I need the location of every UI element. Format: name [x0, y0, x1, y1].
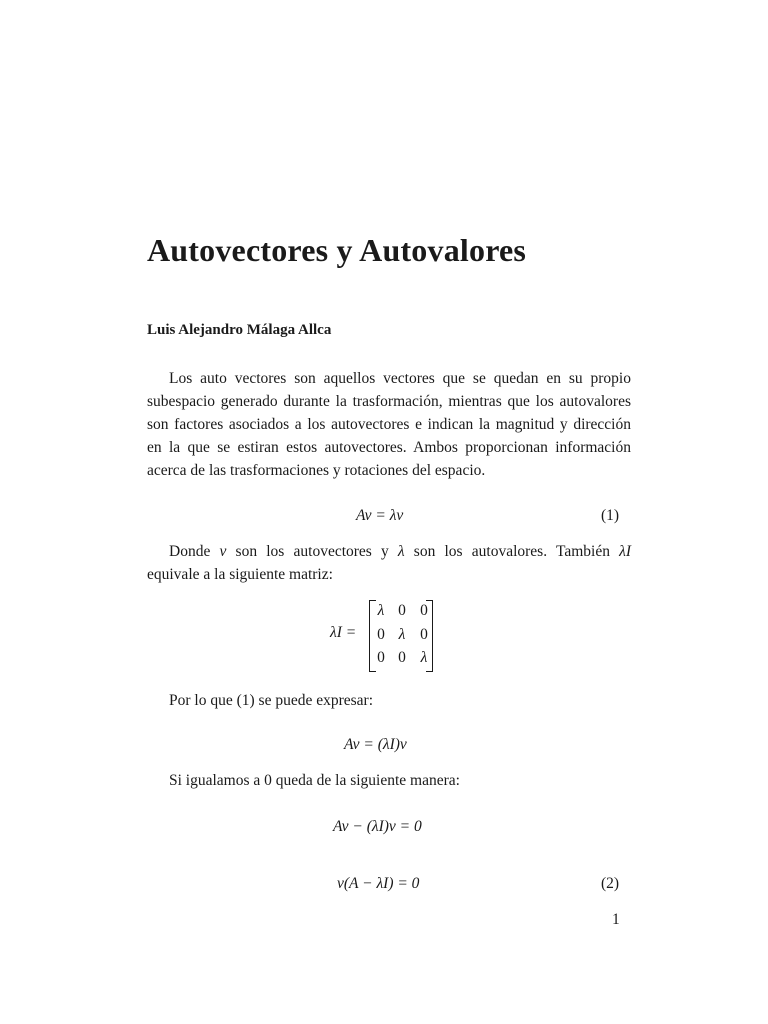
si-igualamos-paragraph: [147, 769, 631, 792]
equation-av-lambda-i-v: Av = (λI)v: [344, 736, 407, 753]
equation-2: v(A − λI) = 0: [337, 875, 420, 892]
matrix-cell: λ: [420, 649, 428, 666]
equation-equals-zero: Av − (λI)v = 0: [333, 818, 422, 835]
intro-paragraph: [147, 367, 631, 482]
matrix-cell: 0: [420, 626, 428, 643]
si-igualamos-text: Si igualamos a 0 queda de la siguiente manera:: [169, 772, 460, 789]
intro-line: subespacio generado durante la trasformación, mientras que los autovalores: [147, 393, 631, 410]
lambda-i-symbol: λI: [619, 543, 632, 560]
por-lo-que-text: Por lo que (1) se puede expresar:: [169, 692, 374, 709]
matrix-cell: 0: [420, 602, 428, 619]
matrix-cell: λ: [377, 602, 385, 619]
matrix-cell: 0: [377, 626, 385, 643]
donde-paragraph: [147, 540, 631, 586]
matrix-lhs: λI =: [330, 624, 357, 641]
matrix-cell: λ: [398, 626, 406, 643]
matrix-cell: 0: [377, 649, 385, 666]
equation-2-number: (2): [601, 875, 620, 892]
lambda-symbol: λ: [397, 543, 405, 560]
donde-line-1: [147, 540, 631, 563]
page-number: 1: [612, 911, 620, 928]
equation-1-number: (1): [601, 507, 620, 524]
matrix-cell: 0: [398, 649, 406, 666]
intro-line: son factores asociados a los autovectores e indican la magnitud y dirección: [147, 416, 631, 433]
intro-line: acerca de las trasformaciones y rotaciones del espacio.: [147, 462, 486, 479]
por-lo-que-paragraph: [147, 689, 631, 712]
donde-text-b: son los autovectores y: [226, 543, 398, 560]
intro-line: Los auto vectores son aquellos vectores que se quedan en su propio: [169, 370, 631, 387]
v-symbol: v: [219, 543, 227, 560]
donde-text-c: son los autovalores. También: [404, 543, 620, 560]
intro-line: en la que se estiran estos autovectores. Ambos proporcionan información: [147, 439, 631, 456]
donde-text-a: Donde: [169, 543, 220, 560]
author-name: Luis Alejandro Málaga Allca: [147, 322, 332, 338]
donde-line-2: equivale a la siguiente matriz:: [147, 566, 333, 583]
equation-1: Av = λv: [356, 507, 404, 524]
document-title: Autovectores y Autovalores: [147, 232, 527, 268]
matrix-cell: 0: [398, 602, 406, 619]
